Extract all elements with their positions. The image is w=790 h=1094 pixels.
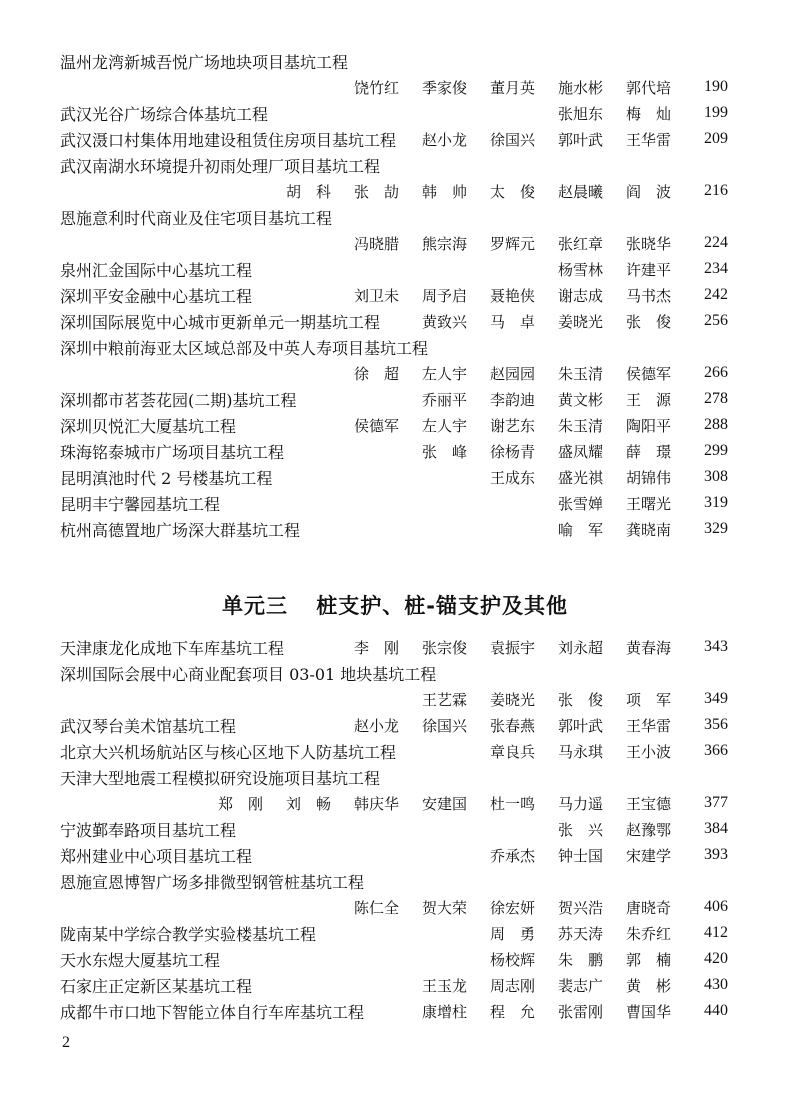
toc-entry[interactable] <box>60 686 728 712</box>
toc-entry[interactable] <box>60 842 728 868</box>
toc-entry-authors <box>354 897 694 918</box>
author-name: 张 兴 <box>558 820 604 839</box>
toc-entry[interactable] <box>60 308 728 334</box>
author-name: 徐 超 <box>354 364 400 383</box>
toc-entry-page: 420 <box>704 950 728 967</box>
toc-entry-title[interactable]: 天津康龙化成地下车库基坑工程 <box>60 638 285 658</box>
toc-entry-title[interactable]: 北京大兴机场航站区与核心区地下人防基坑工程 <box>60 742 397 762</box>
author-name: 曹国华 <box>626 1002 672 1021</box>
toc-entry[interactable] <box>60 490 728 516</box>
toc-entry[interactable] <box>60 816 728 842</box>
toc-entry-authors <box>558 103 694 124</box>
author-name: 季家俊 <box>422 78 468 97</box>
author-name: 王小波 <box>626 742 672 761</box>
author-name: 徐国兴 <box>422 716 468 735</box>
dot-leader <box>400 131 418 147</box>
dot-leader <box>84 235 350 251</box>
toc-entry-title-line <box>60 660 728 686</box>
author-name: 王华雷 <box>626 716 672 735</box>
author-name: 周予启 <box>422 286 468 305</box>
dot-leader <box>84 79 350 95</box>
author-name: 张宗俊 <box>422 638 468 657</box>
toc-entry[interactable] <box>60 178 728 204</box>
author-name: 饶竹红 <box>354 78 400 97</box>
toc-entry-page: 216 <box>704 182 728 199</box>
author-name: 张 劼 <box>354 182 400 201</box>
toc-entry[interactable] <box>60 790 728 816</box>
author-name: 太 俊 <box>490 182 536 201</box>
toc-entry[interactable] <box>60 74 728 100</box>
author-name: 侯德军 <box>354 416 400 435</box>
toc-entry[interactable] <box>60 920 728 946</box>
toc-entry-title[interactable]: 深圳都市茗荟花园(二期)基坑工程 <box>60 390 297 410</box>
toc-entry-page: 356 <box>704 716 728 733</box>
author-name: 黄致兴 <box>422 312 468 331</box>
toc-entry-title[interactable]: 武汉南湖水环境提升初雨处理厂项目基坑工程 <box>60 156 381 176</box>
footer-page-number: 2 <box>62 1034 70 1051</box>
author-name: 郭叶武 <box>558 716 604 735</box>
author-name: 宋建学 <box>626 846 672 865</box>
toc-entry-authors <box>558 819 694 840</box>
author-name: 郑 刚 <box>218 794 264 813</box>
author-name: 周志刚 <box>490 976 536 995</box>
toc-entry[interactable] <box>60 894 728 920</box>
dot-leader <box>256 261 554 277</box>
author-name: 张旭东 <box>558 104 604 123</box>
author-name: 张红章 <box>558 234 604 253</box>
dot-leader <box>240 821 554 837</box>
author-name: 张 俊 <box>626 312 672 331</box>
author-name: 徐国兴 <box>490 130 536 149</box>
dot-leader <box>224 951 486 967</box>
dot-leader <box>84 899 350 915</box>
toc-entry-authors <box>558 519 694 540</box>
toc-entry-title-line <box>60 764 728 790</box>
toc-entry-page: 430 <box>704 976 728 993</box>
toc-entry-authors <box>286 181 694 202</box>
author-name: 韩 帅 <box>422 182 468 201</box>
author-name: 胡锦伟 <box>626 468 672 487</box>
author-name: 赵豫鄂 <box>626 820 672 839</box>
author-name: 施水彬 <box>558 78 604 97</box>
author-name: 王曙光 <box>626 494 672 513</box>
author-name: 李 刚 <box>354 638 400 657</box>
author-name: 袁振宇 <box>490 638 536 657</box>
toc-entry-title-line <box>60 152 728 178</box>
toc-entry-authors <box>422 389 694 410</box>
author-name: 钟士国 <box>558 846 604 865</box>
dot-leader <box>320 925 486 941</box>
author-name: 王宝德 <box>626 794 672 813</box>
author-name: 张晓华 <box>626 234 672 253</box>
author-name: 乔丽平 <box>422 390 468 409</box>
author-name: 乔承杰 <box>490 846 536 865</box>
author-name: 王艺霖 <box>422 690 468 709</box>
author-name: 章良兵 <box>490 742 536 761</box>
section-name: 桩支护、桩-锚支护及其他 <box>316 594 569 618</box>
author-name: 阎 波 <box>626 182 672 201</box>
toc-entry-title[interactable]: 武汉滠口村集体用地建设租赁住房项目基坑工程 <box>60 130 397 150</box>
toc-entry-title-line <box>60 48 728 74</box>
dot-leader <box>368 1003 418 1019</box>
toc-entry[interactable] <box>60 256 728 282</box>
dot-leader <box>288 443 418 459</box>
author-name: 唐晓奇 <box>626 898 672 917</box>
dot-leader <box>84 365 350 381</box>
toc-entry[interactable] <box>60 738 728 764</box>
toc-entry-page: 319 <box>704 494 728 511</box>
author-name: 王华雷 <box>626 130 672 149</box>
toc-entry-authors <box>354 233 694 254</box>
author-name: 项 军 <box>626 690 672 709</box>
toc-entry-title[interactable]: 恩施意利时代商业及住宅项目基坑工程 <box>60 208 333 228</box>
author-name: 郭 楠 <box>626 950 672 969</box>
toc-entry-page: 308 <box>704 468 728 485</box>
author-name: 周 勇 <box>490 924 536 943</box>
toc-entry-title-line <box>60 334 728 360</box>
dot-leader <box>304 521 554 537</box>
toc-entry[interactable] <box>60 360 728 386</box>
dot-leader <box>276 469 486 485</box>
toc-entry-authors <box>490 949 694 970</box>
author-name: 赵园园 <box>490 364 536 383</box>
toc-entry-page: 343 <box>704 638 728 655</box>
toc-entry-page: 366 <box>704 742 728 759</box>
toc-entry-authors <box>354 363 694 384</box>
toc-entry-title[interactable]: 天水东煜大厦基坑工程 <box>60 950 221 970</box>
toc-entry[interactable] <box>60 412 728 438</box>
author-name: 王玉龙 <box>422 976 468 995</box>
dot-leader <box>272 105 554 121</box>
toc-entry-authors <box>490 467 694 488</box>
toc-entry-page: 412 <box>704 924 728 941</box>
author-name: 朱 鹏 <box>558 950 604 969</box>
author-name: 左人宇 <box>422 416 468 435</box>
section-heading <box>0 590 790 620</box>
toc-entry-page: 256 <box>704 312 728 329</box>
dot-leader <box>256 977 418 993</box>
dot-leader <box>84 795 214 811</box>
author-name: 姜晓光 <box>490 690 536 709</box>
author-name: 程 允 <box>490 1002 536 1021</box>
author-name: 许建平 <box>626 260 672 279</box>
dot-leader <box>240 417 350 433</box>
toc-entry-title[interactable]: 成都牛市口地下智能立体自行车库基坑工程 <box>60 1002 365 1022</box>
dot-leader <box>256 287 350 303</box>
dot-leader <box>301 391 419 407</box>
toc-entry[interactable] <box>60 438 728 464</box>
author-name: 盛光祺 <box>558 468 604 487</box>
author-name: 刘永超 <box>558 638 604 657</box>
toc-entry-authors <box>490 923 694 944</box>
toc-entry-title[interactable]: 深圳中粮前海亚太区域总部及中英人寿项目基坑工程 <box>60 338 429 358</box>
dot-leader <box>224 495 554 511</box>
author-name: 黄春海 <box>626 638 672 657</box>
author-name: 陶阳平 <box>626 416 672 435</box>
author-name: 韩庆华 <box>354 794 400 813</box>
author-name: 张雷刚 <box>558 1002 604 1021</box>
dot-leader <box>256 847 486 863</box>
author-name: 王 源 <box>626 390 672 409</box>
author-name: 赵晨曦 <box>558 182 604 201</box>
author-name: 朱玉清 <box>558 416 604 435</box>
toc-entry-page: 440 <box>704 1002 728 1019</box>
author-name: 王成东 <box>490 468 536 487</box>
toc-entry-title[interactable]: 深圳平安金融中心基坑工程 <box>60 286 253 306</box>
toc-entry-title[interactable]: 宁波鄞奉路项目基坑工程 <box>60 820 237 840</box>
toc-entry-authors <box>490 741 694 762</box>
toc-entry-authors <box>558 493 694 514</box>
author-name: 龚晓南 <box>626 520 672 539</box>
author-name: 胡 科 <box>286 182 332 201</box>
author-name: 马永琪 <box>558 742 604 761</box>
dot-leader <box>288 639 350 655</box>
toc-entry-title[interactable]: 石家庄正定新区某基坑工程 <box>60 976 253 996</box>
toc-entry-title[interactable]: 天津大型地震工程模拟研究设施项目基坑工程 <box>60 768 381 788</box>
toc-entry-page: 209 <box>704 130 728 147</box>
toc-entry-page: 190 <box>704 78 728 95</box>
toc-entry[interactable] <box>60 230 728 256</box>
toc-entry-page: 377 <box>704 794 728 811</box>
author-name: 冯晓腊 <box>354 234 400 253</box>
toc-entry-title[interactable]: 武汉琴台美术馆基坑工程 <box>60 716 237 736</box>
toc-entry-authors <box>422 129 694 150</box>
toc-entry-page: 242 <box>704 286 728 303</box>
author-name: 贺兴浩 <box>558 898 604 917</box>
toc-entry-authors <box>490 845 694 866</box>
toc-entry-page: 299 <box>704 442 728 459</box>
toc-entry-page: 393 <box>704 846 728 863</box>
toc-entry-page: 384 <box>704 820 728 837</box>
author-name: 薛 璟 <box>626 442 672 461</box>
author-name: 罗辉元 <box>490 234 536 253</box>
toc-entry[interactable] <box>60 386 728 412</box>
toc-entry-authors <box>558 259 694 280</box>
author-name: 谢志成 <box>558 286 604 305</box>
toc-entry-title[interactable]: 杭州高德置地广场深大群基坑工程 <box>60 520 301 540</box>
author-name: 聂艳侠 <box>490 286 536 305</box>
author-name: 赵小龙 <box>354 716 400 735</box>
toc-entry-page: 288 <box>704 416 728 433</box>
toc-entry-title[interactable]: 昆明丰宁馨园基坑工程 <box>60 494 221 514</box>
toc-entry-title[interactable]: 温州龙湾新城吾悦广场地块项目基坑工程 <box>60 52 349 72</box>
author-name: 谢艺东 <box>490 416 536 435</box>
author-name: 喻 军 <box>558 520 604 539</box>
author-name: 杨雪林 <box>558 260 604 279</box>
author-name: 李韵迪 <box>490 390 536 409</box>
toc-entry-authors <box>218 793 694 814</box>
toc-entry-title[interactable]: 武汉光谷广场综合体基坑工程 <box>60 104 269 124</box>
author-name: 黄文彬 <box>558 390 604 409</box>
author-name: 贺大荣 <box>422 898 468 917</box>
author-name: 马 卓 <box>490 312 536 331</box>
toc-entry[interactable] <box>60 464 728 490</box>
author-name: 马书杰 <box>626 286 672 305</box>
toc-entry-authors <box>422 441 694 462</box>
toc-entry-title[interactable]: 泉州汇金国际中心基坑工程 <box>60 260 253 280</box>
dot-leader <box>84 183 282 199</box>
toc-entry-page: 278 <box>704 390 728 407</box>
author-name: 郭代培 <box>626 78 672 97</box>
toc-entry-authors <box>354 285 694 306</box>
author-name: 刘卫未 <box>354 286 400 305</box>
author-name: 杜一鸣 <box>490 794 536 813</box>
toc-entry-title[interactable]: 深圳国际会展中心商业配套项目 03-01 地块基坑工程 <box>60 664 437 684</box>
author-name: 张雪婵 <box>558 494 604 513</box>
toc-entry-title[interactable]: 陇南某中学综合教学实验楼基坑工程 <box>60 924 317 944</box>
author-name: 梅 灿 <box>626 104 672 123</box>
toc-entry[interactable] <box>60 712 728 738</box>
toc-entry-authors <box>354 77 694 98</box>
author-name: 徐杨青 <box>490 442 536 461</box>
author-name: 郭叶武 <box>558 130 604 149</box>
toc-entry-page: 329 <box>704 520 728 537</box>
author-name: 熊宗海 <box>422 234 468 253</box>
toc-entry-page: 406 <box>704 898 728 915</box>
toc-entry-title[interactable]: 深圳贝悦汇大厦基坑工程 <box>60 416 237 436</box>
dot-leader <box>84 691 418 707</box>
section-unit: 单元三 <box>221 594 288 618</box>
toc-entry-title[interactable]: 深圳国际展览中心城市更新单元一期基坑工程 <box>60 312 381 332</box>
author-name: 刘 畅 <box>286 794 332 813</box>
author-name: 裴志广 <box>558 976 604 995</box>
toc-entry[interactable] <box>60 126 728 152</box>
toc-entry-page: 234 <box>704 260 728 277</box>
toc-entry-authors <box>354 637 694 658</box>
toc-entry-page: 199 <box>704 104 728 121</box>
author-name: 徐宏妍 <box>490 898 536 917</box>
author-name: 张春燕 <box>490 716 536 735</box>
author-name: 盛凤耀 <box>558 442 604 461</box>
author-name: 侯德军 <box>626 364 672 383</box>
dot-leader <box>400 743 486 759</box>
toc-entry[interactable] <box>60 100 728 126</box>
author-name: 赵小龙 <box>422 130 468 149</box>
author-name: 苏天涛 <box>558 924 604 943</box>
toc-entry-title-line <box>60 868 728 894</box>
toc-entry-page: 349 <box>704 690 728 707</box>
toc-entry-title[interactable]: 郑州建业中心项目基坑工程 <box>60 846 253 866</box>
toc-entry[interactable] <box>60 946 728 972</box>
author-name: 安建国 <box>422 794 468 813</box>
author-name: 董月英 <box>490 78 536 97</box>
toc-entry[interactable] <box>60 972 728 998</box>
author-name: 马力遥 <box>558 794 604 813</box>
toc-entry[interactable] <box>60 282 728 308</box>
author-name: 朱乔红 <box>626 924 672 943</box>
dot-leader <box>240 717 350 733</box>
author-name: 左人宇 <box>422 364 468 383</box>
toc-entry-title[interactable]: 昆明滇池时代 2 号楼基坑工程 <box>60 468 273 488</box>
toc-entry-authors <box>422 1001 694 1022</box>
toc-entry-title[interactable]: 珠海铭泰城市广场项目基坑工程 <box>60 442 285 462</box>
toc-entry[interactable] <box>60 634 728 660</box>
author-name: 康增柱 <box>422 1002 468 1021</box>
toc-entry-authors <box>422 689 694 710</box>
author-name: 朱玉清 <box>558 364 604 383</box>
author-name: 张 俊 <box>558 690 604 709</box>
author-name: 杨校辉 <box>490 950 536 969</box>
toc-entry-authors <box>354 415 694 436</box>
toc-entry[interactable] <box>60 516 728 542</box>
toc-entry-page: 266 <box>704 364 728 381</box>
author-name: 姜晓光 <box>558 312 604 331</box>
author-name: 黄 彬 <box>626 976 672 995</box>
toc-entry-authors <box>422 311 694 332</box>
dot-leader <box>384 313 418 329</box>
toc-entry-authors <box>422 975 694 996</box>
author-name: 张 峰 <box>422 442 468 461</box>
toc-entry[interactable] <box>60 998 728 1024</box>
toc-entry-title[interactable]: 恩施宣恩博智广场多排微型钢管桩基坑工程 <box>60 872 365 892</box>
toc-entry-authors <box>354 715 694 736</box>
author-name: 陈仁全 <box>354 898 400 917</box>
toc-entry-page: 224 <box>704 234 728 251</box>
toc-entry-title-line <box>60 204 728 230</box>
